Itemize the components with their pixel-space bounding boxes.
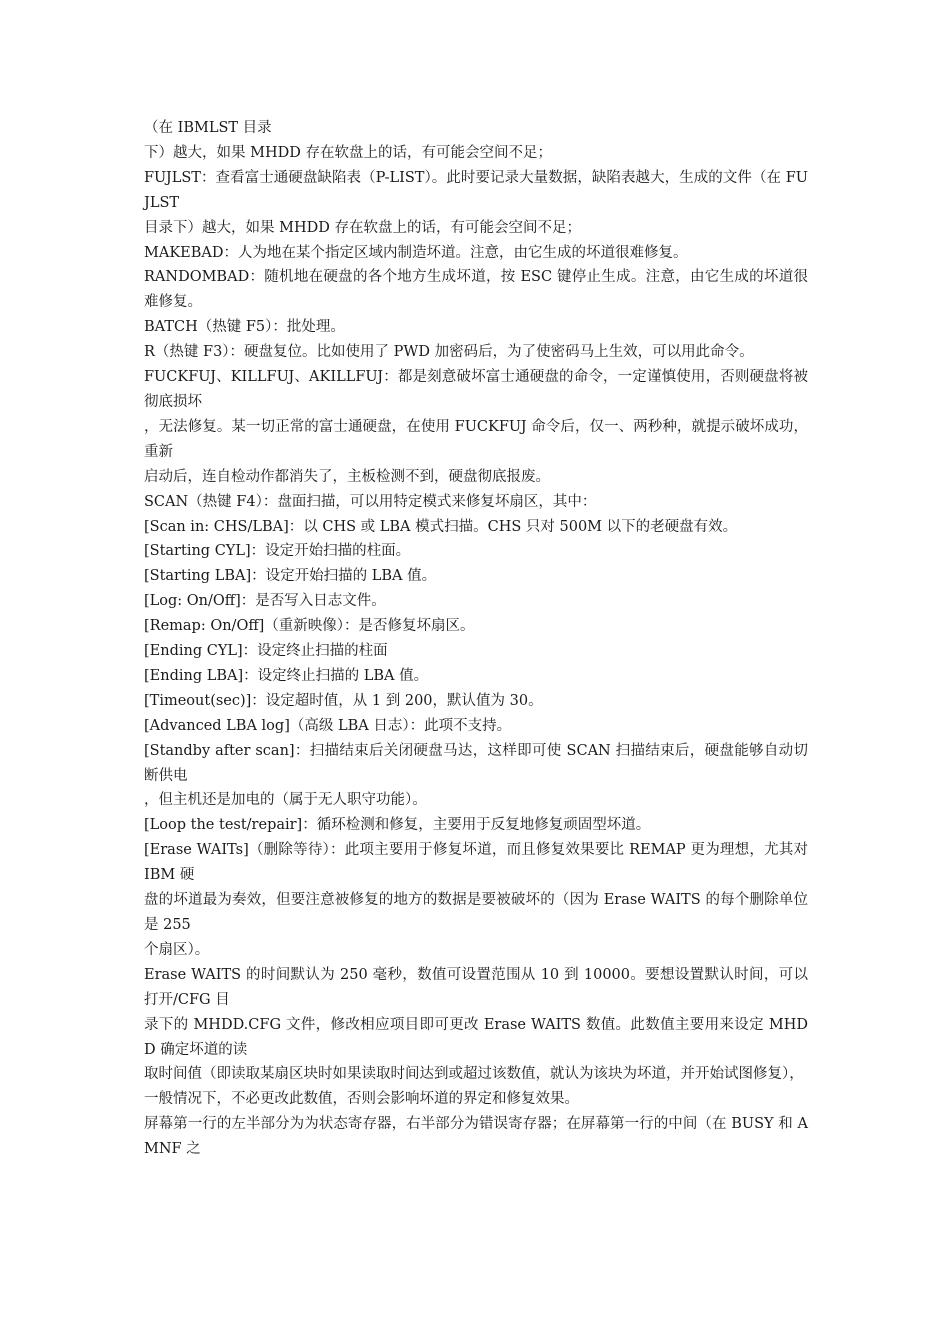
paragraph: [Loop the test/repair]：循环检测和修复，主要用于反复地修复顽固型坏道。 [144,817,651,834]
paragraph: 个扇区）。 [144,941,210,958]
paragraph: [Advanced LBA log]（高级 LBA 日志）：此项不支持。 [144,717,512,734]
paragraph: RANDOMBAD：随机地在硬盘的各个地方生成坏道，按 ESC 键停止生成。注意，由它生成的坏道很难修复。 [144,269,808,311]
paragraph: 屏幕第一行的左半部分为为状态寄存器，右半部分为错误寄存器；在屏幕第一行的中间（在 BUSY 和 AMNF 之 [144,1116,808,1158]
paragraph: FUCKFUJ、KILLFUJ、AKILLFUJ：都是刻意破坏富士通硬盘的命令，一定谨慎使用，否则硬盘将被彻底损坏 [144,369,808,410]
paragraph: 一般情况下，不必更改此数值，否则会影响坏道的界定和修复效果。 [144,1091,579,1108]
paragraph: 启动后，连自检动作都消失了，主板检测不到，硬盘彻底报废。 [144,468,550,485]
paragraph: [Starting LBA]：设定开始扫描的 LBA 值。 [144,568,437,585]
paragraph: [Ending CYL]：设定终止扫描的柱面 [144,643,388,660]
paragraph: Erase WAITS 的时间默认为 250 毫秒，数值可设置范围从 10 到 10000。要想设置默认时间，可以打开/CFG 目 [144,966,808,1008]
paragraph: [Scan in: CHS/LBA]：以 CHS 或 LBA 模式扫描。CHS 只对 500M 以下的老硬盘有效。 [144,518,738,535]
paragraph: 录下的 MHDD.CFG 文件，修改相应项目即可更改 Erase WAITS 数值。此数值主要用来设定 MHDD 确定坏道的读 [144,1016,808,1058]
document-body [144,116,808,1162]
paragraph: （在 IBMLST 目录 [144,120,272,136]
paragraph: R（热键 F3）：硬盘复位。比如使用了 PWD 加密码后，为了使密码马上生效，可以用此命令。 [144,344,754,361]
paragraph: [Log: On/Off]：是否写入日志文件。 [144,593,386,610]
paragraph: SCAN（热键 F4）：盘面扫描，可以用特定模式来修复坏扇区，其中： [144,493,597,510]
paragraph: ，但主机还是加电的（属于无人职守功能）。 [144,792,427,809]
paragraph: ，无法修复。某一切正常的富士通硬盘，在使用 FUCKFUJ 命令后，仅一、两秒种，就提示破坏成功，重新 [144,418,808,460]
paragraph: 盘的坏道最为奏效，但要注意被修复的地方的数据是要被破坏的（因为 Erase WAITS 的每个删除单位是 255 [144,892,808,933]
paragraph: [Ending LBA]：设定终止扫描的 LBA 值。 [144,667,429,684]
paragraph: [Timeout(sec)]：设定超时值，从 1 到 200，默认值为 30。 [144,692,543,709]
paragraph: [Remap: On/Off]（重新映像）：是否修复坏扇区。 [144,618,475,635]
paragraph: FUJLST：查看富士通硬盘缺陷表（P-LIST）。此时要记录大量数据，缺陷表越大，生成的文件（在 FUJLST [144,169,808,211]
paragraph: 取时间值（即读取某扇区块时如果读取时间达到或超过该数值，就认为该块为坏道，并开始试图修复）， [144,1066,804,1083]
paragraph: 下）越大，如果 MHDD 存在软盘上的话，有可能会空间不足； [144,144,552,161]
paragraph: MAKEBAD：人为地在某个指定区域内制造坏道。注意，由它生成的坏道很难修复。 [144,244,688,261]
paragraph: [Erase WAITs]（删除等待）：此项主要用于修复坏道，而且修复效果要比 REMAP 更为理想，尤其对 IBM 硬 [144,842,808,884]
paragraph: BATCH（热键 F5）：批处理。 [144,319,345,336]
paragraph: 目录下）越大，如果 MHDD 存在软盘上的话，有可能会空间不足； [144,219,581,236]
paragraph: [Starting CYL]：设定开始扫描的柱面。 [144,543,411,560]
paragraph: [Standby after scan]：扫描结束后关闭硬盘马达，这样即可使 SCAN 扫描结束后，硬盘能够自动切断供电 [144,742,808,784]
